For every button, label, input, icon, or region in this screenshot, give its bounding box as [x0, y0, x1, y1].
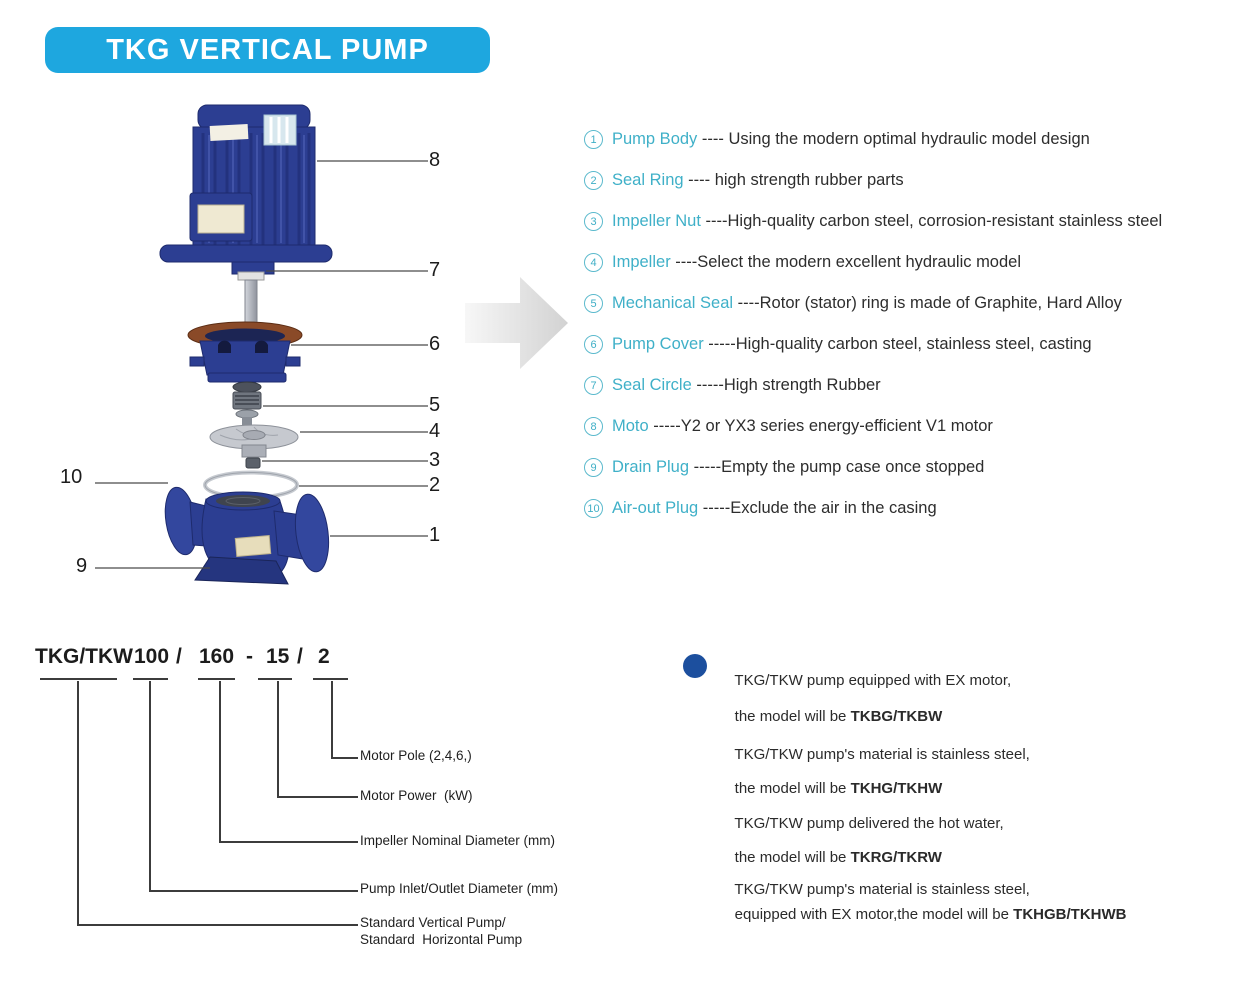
impeller-part [210, 425, 298, 457]
callout-number-7: 7 [429, 259, 441, 281]
part-name: Pump Cover [612, 335, 704, 353]
part-row-2 [584, 160, 1162, 201]
part-row-4 [584, 242, 1162, 283]
part-name: Impeller Nut [612, 212, 701, 230]
part-name: Pump Body [612, 130, 698, 148]
part-description: -----Empty the pump case once stopped [689, 458, 985, 476]
part-row-10 [584, 488, 1162, 529]
code-label-standard-horizontal: Standard Horizontal Pump [360, 932, 523, 947]
part-description: ----Select the modern excellent hydraulic model [670, 253, 1022, 271]
callout-number-5: 5 [429, 394, 441, 416]
code-label-motor-pole: Motor Pole (2,4,6,) [360, 748, 472, 763]
part-description: -----High-quality carbon steel, stainless steel, casting [703, 335, 1092, 353]
circled-number-icon: 7 [584, 376, 603, 395]
code-label-impeller-dia: Impeller Nominal Diameter (mm) [360, 833, 556, 848]
pump-cover-part [188, 322, 302, 382]
model-code-slash2: / [297, 645, 303, 668]
part-row-1 [584, 119, 1162, 160]
pump-exploded-view-image [40, 95, 460, 605]
part-row-6 [584, 324, 1162, 365]
model-code-series: TKG/TKW [35, 645, 133, 668]
code-underline [258, 678, 292, 680]
note-line: TKG/TKW pump's material is stainless steel, [734, 881, 1030, 898]
part-name: Drain Plug [612, 458, 690, 476]
part-row-5 [584, 283, 1162, 324]
part-description: ----High-quality carbon steel, corrosion-resistant stainless steel [700, 212, 1163, 230]
model-code-dash: - [246, 645, 253, 668]
part-name: Moto [612, 417, 649, 435]
circled-number-icon: 6 [584, 335, 603, 354]
note-line: the model will be TKRG/TKRW [734, 849, 942, 866]
model-code-slash: / [176, 645, 182, 668]
circled-number-icon: 4 [584, 253, 603, 272]
note-line: equipped with EX motor,the model will be TKHGB/TKHWB [734, 906, 1127, 923]
code-connector-line [331, 681, 358, 759]
part-description: -----High strength Rubber [691, 376, 881, 394]
callout-number-8: 8 [429, 149, 441, 171]
note-line: TKG/TKW pump delivered the hot water, [734, 815, 1004, 832]
note-line: TKG/TKW pump equipped with EX motor, [734, 672, 1012, 689]
code-label-inlet-outlet: Pump Inlet/Outlet Diameter (mm) [360, 881, 559, 896]
model-code-pole: 2 [318, 645, 330, 668]
code-label-standard-vertical: Standard Vertical Pump/ [360, 915, 506, 930]
arrow-right-graphic [460, 265, 575, 380]
part-description: ----Rotor (stator) ring is made of Graphite, Hard Alloy [733, 294, 1122, 312]
note-line: TKG/TKW pump's material is stainless steel, [734, 746, 1030, 763]
bullet-circle-icon [683, 654, 707, 678]
note-line: the model will be TKHG/TKHW [734, 780, 943, 797]
page-title-badge [45, 27, 490, 73]
code-underline [313, 678, 348, 680]
callout-number-4: 4 [429, 420, 441, 442]
model-code-inlet: 100 [134, 645, 170, 668]
callout-number-2: 2 [429, 474, 441, 496]
part-name: Air-out Plug [612, 499, 699, 517]
part-row-3 [584, 201, 1162, 242]
part-name: Impeller [612, 253, 671, 271]
part-name: Seal Circle [612, 376, 692, 394]
part-name: Mechanical Seal [612, 294, 734, 312]
code-underline [133, 678, 168, 680]
impeller-nut-part [246, 458, 260, 468]
note-line: the model will be TKBG/TKBW [734, 708, 943, 725]
page-title: TKG VERTICAL PUMP [106, 33, 429, 66]
part-row-8 [584, 406, 1162, 447]
circled-number-icon: 5 [584, 294, 603, 313]
callout-number-6: 6 [429, 333, 441, 355]
code-underline [40, 678, 117, 680]
code-underline [198, 678, 235, 680]
circled-number-icon: 2 [584, 171, 603, 190]
parts-legend-list [584, 119, 1162, 529]
callout-number-1: 1 [429, 524, 441, 546]
model-code-power: 15 [266, 645, 290, 668]
part-row-9 [584, 447, 1162, 488]
mechanical-seal-part [233, 382, 261, 426]
code-label-motor-power: Motor Power (kW) [360, 788, 473, 803]
circled-number-icon: 3 [584, 212, 603, 231]
part-description: ---- Using the modern optimal hydraulic model design [697, 130, 1090, 148]
circled-number-icon: 10 [584, 499, 603, 518]
part-description: -----Y2 or YX3 series energy-efficient V1 motor [648, 417, 993, 435]
callout-number-9: 9 [76, 555, 88, 577]
part-name: Seal Ring [612, 171, 684, 189]
motor-part [160, 105, 332, 274]
part-description: -----Exclude the air in the casing [698, 499, 937, 517]
callout-number-3: 3 [429, 449, 441, 471]
circled-number-icon: 8 [584, 417, 603, 436]
pump-body-part [161, 485, 333, 584]
model-code-impeller: 160 [199, 645, 235, 668]
part-description: ---- high strength rubber parts [683, 171, 904, 189]
circled-number-icon: 1 [584, 130, 603, 149]
part-row-7 [584, 365, 1162, 406]
callout-number-10: 10 [60, 466, 83, 488]
circled-number-icon: 9 [584, 458, 603, 477]
